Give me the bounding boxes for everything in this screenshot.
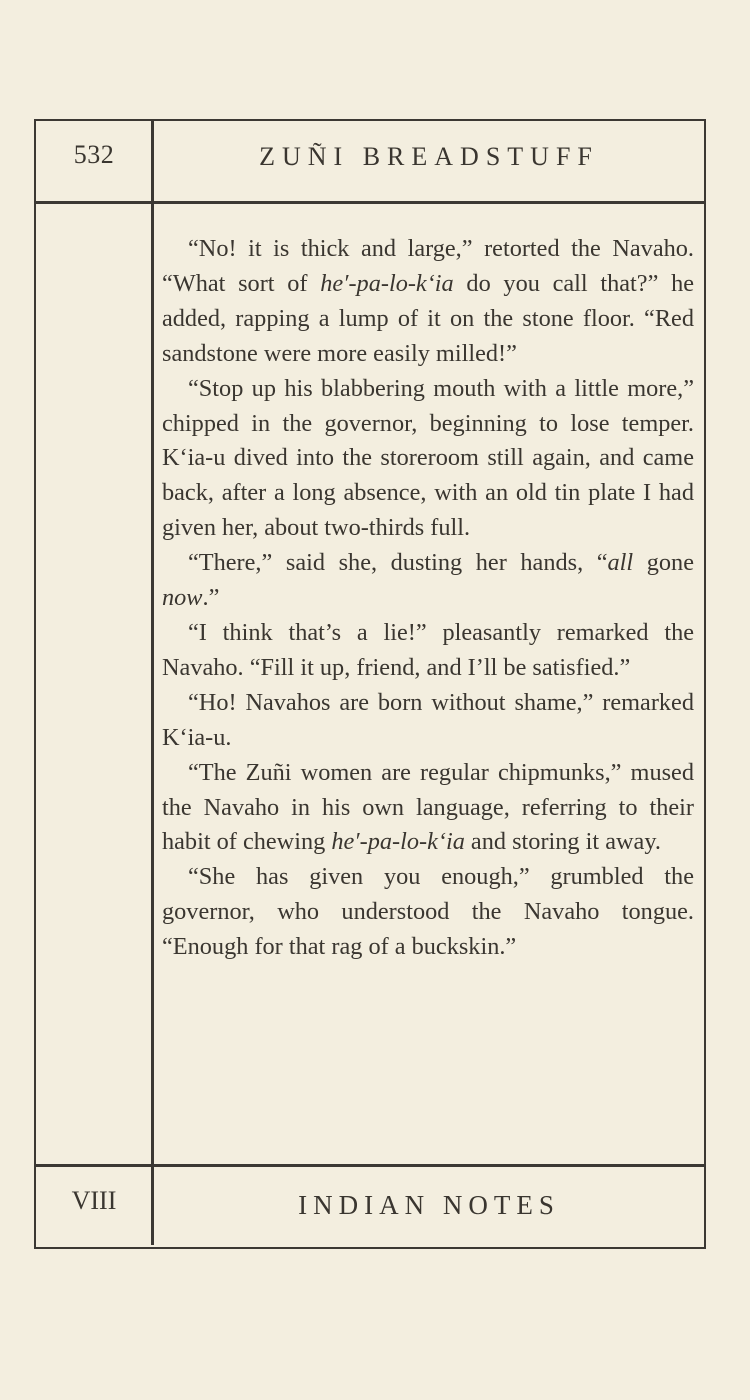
text-run: “No! it is thick and large,” retorted the Navaho. “What sort of	[162, 235, 694, 297]
footer-rule	[34, 1164, 704, 1167]
paragraph	[162, 686, 694, 756]
text-run: and storing it away.	[464, 828, 661, 856]
text-run: gone	[633, 549, 694, 577]
paragraph	[162, 616, 694, 686]
text-run: “Stop up his blabbering mouth with a little more,” chipped in the governor, beginning to lose temper. K‘ia-u dived into the storeroom still again, and came back, after a long absence, with an old tin plate I had given her, about two-thirds full.	[162, 374, 694, 542]
text-run: .”	[202, 584, 220, 612]
paragraph	[162, 860, 694, 965]
section-number: VIII	[71, 1186, 117, 1215]
italic-term: he′-pa-lo-k‘ia	[320, 269, 454, 297]
text-run: “There,” said she, dusting her hands, “	[188, 549, 608, 577]
italic-term: now	[162, 584, 203, 612]
italic-term: all	[607, 549, 634, 577]
series-title: INDIAN NOTES	[298, 1190, 560, 1220]
text-run: “The Zuñi women are regular chipmunks,” mused the Navaho in his own language, referring to their habit of chewing	[162, 758, 694, 856]
paragraph	[162, 546, 694, 616]
text-run: “I think that’s a lie!” pleasantly remarked the Navaho. “Fill it up, friend, and I’ll be satisfied.”	[162, 618, 694, 681]
text-run: “She has given you enough,” grumbled the governor, who understood the Navaho tongue. “Enough for that rag of a buckskin.”	[162, 863, 694, 961]
column-divider	[151, 121, 154, 1245]
running-title: ZUÑI BREADSTUFF	[259, 142, 599, 171]
text-run: “Ho! Navahos are born without shame,” remarked K‘ia-u.	[162, 688, 694, 751]
italic-term: he′-pa-lo-k‘ia	[331, 828, 465, 856]
paragraph	[162, 372, 694, 547]
body-text	[162, 232, 694, 965]
paragraph	[162, 232, 694, 372]
header-rule	[34, 201, 704, 204]
page-number: 532	[73, 140, 115, 169]
paragraph	[162, 756, 694, 861]
text-run: do you call that?” he added, rapping a lump of it on the stone floor. “Red sandstone were more easily milled!”	[162, 269, 694, 367]
